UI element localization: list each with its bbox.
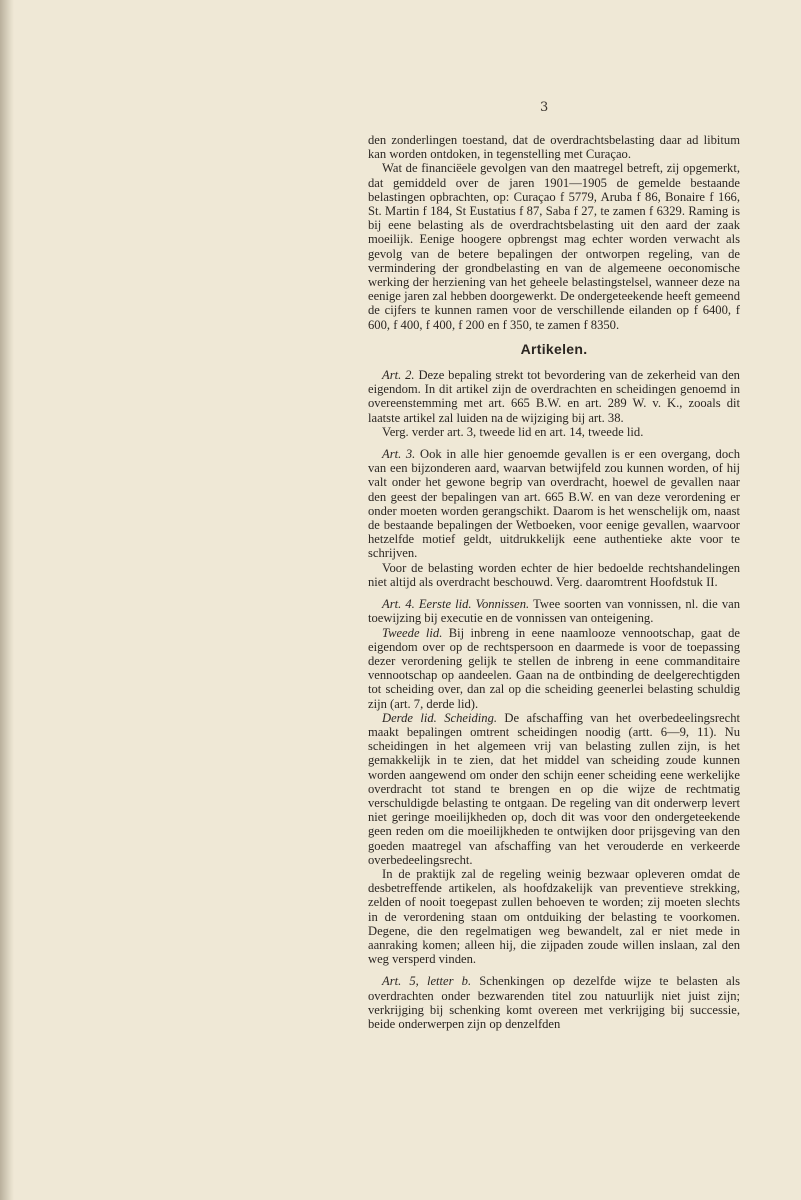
binding-shadow <box>0 0 14 1200</box>
article-4-paragraph-2 <box>368 626 740 711</box>
article-4-paragraph-3 <box>368 711 740 867</box>
article-4-text-3: De afschaffing van het overbedeelingsrecht maakt bepalingen omtrent scheidingen noodig (artt. 6—9, 11). Nu scheidingen in het algemeen vrij van belasting zullen zijn, is het gemakkelijk in te zien, dat het middel van scheiding zoude kunnen worden aangewend om onder den schijn eener scheiding eene werkelijke overdracht tot stand te brengen en op die wijze de rechtmatig verschuldigde belasting te ontgaan. De regeling van dit onderwerp levert niet geringe moeilijkheden op, doch dit was voor den ondergeteekende geen reden om die moeilijkheden te ontwijken door prijsgeving van den goeden maatregel van afschaffing van het verouderde en verkeerde overbedeelingsrecht. <box>368 710 740 867</box>
article-4-lead-2: Tweede lid. <box>382 625 443 640</box>
paragraph: den zonderlingen toestand, dat de overdrachtsbelasting daar ad libitum kan worden ontdoken, in tegenstelling met Curaçao. <box>368 133 740 162</box>
paragraph: Wat de financiëele gevolgen van den maatregel betreft, zij opgemerkt, dat gemiddeld over de jaren 1901—1905 de gemelde bestaande belastingen opbrachten, op: Curaçao f 5779, Aruba f 86, Bonaire f 166, St. Martin f 184, St Eustatius f 87, Saba f 27, te zamen f 6329. Raming is bij eene belasting als de overdrachtsbelasting uit den aard der zaak moeilijk. Eenige hoogere opbrengst mag echter worden verwacht als gevolg van de betere bepalingen der ontworpen regeling, van de vermindering der grondbelasting en van de algemeene oeconomische werking der herziening van het geheele belastingstelsel, wanneer deze na eenige jaren zal hebben doorgewerkt. De ondergeteekende heeft gemeend de cijfers te kunnen ramen voor de verschillende eilanden op f 6400, f 600, f 400, f 400, f 200 en f 350, te zamen f 8350. <box>368 161 740 332</box>
article-5-lead: Art. 5, letter b. <box>382 974 472 989</box>
article-4-lead-1: Art. 4. Eerste lid. Vonnissen. <box>382 597 530 612</box>
body-text <box>368 133 740 1031</box>
article-3-lead: Art. 3. <box>382 447 416 462</box>
article-2-lead: Art. 2. <box>382 368 415 383</box>
article-2-reference: Verg. verder art. 3, tweede lid en art. 14, tweede lid. <box>382 424 644 439</box>
article-4-paragraph-1 <box>368 597 740 625</box>
article-4-lead-3: Derde lid. Scheiding. <box>382 710 498 725</box>
article-4-text-1: Twee soorten van vonnissen, nl. die van toewijzing bij executie en de vonnissen van onteigening. <box>368 597 741 626</box>
article-3-paragraph <box>368 447 740 561</box>
page-number: 3 <box>540 100 549 115</box>
article-2-text: Deze bepaling strekt tot bevordering van de zekerheid van den eigendom. In dit artikel zijn de overdrachten en scheidingen genoemd in overeenstemming met art. 665 B.W. en art. 289 W. v. K., zooals dit laatste artikel zal luiden na de wijziging bij art. 38. <box>368 368 740 425</box>
article-3-text: Ook in alle hier genoemde gevallen is er een overgang, doch van een bijzonderen aard, waarvan betwijfeld zou kunnen worden, of hij valt onder het gewone begrip van overdracht, hoewel de gevallen naar den geest der bepalingen van art. 665 B.W. en van deze verordening er onder moeten worden gerangschikt. Daarom is het wenschelijk om, naast de bestaande bepalingen der Wetboeken, voor eenige gevallen, waarvoor hetzelfde motief geldt, uitdrukkelijk eene authentieke akte voor te schrijven. <box>368 447 741 561</box>
article-4-paragraph-4: In de praktijk zal de regeling weinig bezwaar opleveren omdat de desbetreffende artikelen, als hoofdzakelijk van preventieve strekking, zelden of nooit toegepast zullen behoeven te worden; zij moeten slechts in de verordening staan om ontduiking der belasting te voorkomen. Degene, die den regelmatigen weg bewandelt, zal er niet mede in aanraking komen; alleen hij, die zijpaden zoude willen inslaan, zal den weg versperd vinden. <box>368 866 740 967</box>
article-4-text-2: Bij inbreng in eene naamlooze vennootschap, gaat de eigendom over op de rechtspersoon en daarmede is voor de toepassing dezer verordening gelijk te stellen de inbreng in eene commanditaire vennootschap op aandeelen. Gaan na de ontbinding de deelgerechtigden tot scheiding over, dan zal op die scheiding geenerlei belasting schuldig zijn (art. 7, derde lid). <box>368 625 740 711</box>
article-2-paragraph <box>368 368 740 425</box>
article-5-text: Schenkingen op dezelfde wijze te belasten als overdrachten onder bezwarenden titel zou natuurlijk niet juist zijn; verkrijging bij schenking komt overeen met verkrijging bij successie, beide onderwerpen zijn op denzelfden <box>368 974 740 1031</box>
section-heading: Artikelen. <box>520 340 588 357</box>
article-5-paragraph <box>368 974 740 1031</box>
article-3-paragraph-2: Voor de belasting worden echter de hier bedoelde rechtshandelingen niet altijd als overdracht beschouwd. Verg. daaromtrent Hoofdstuk II. <box>368 560 740 589</box>
